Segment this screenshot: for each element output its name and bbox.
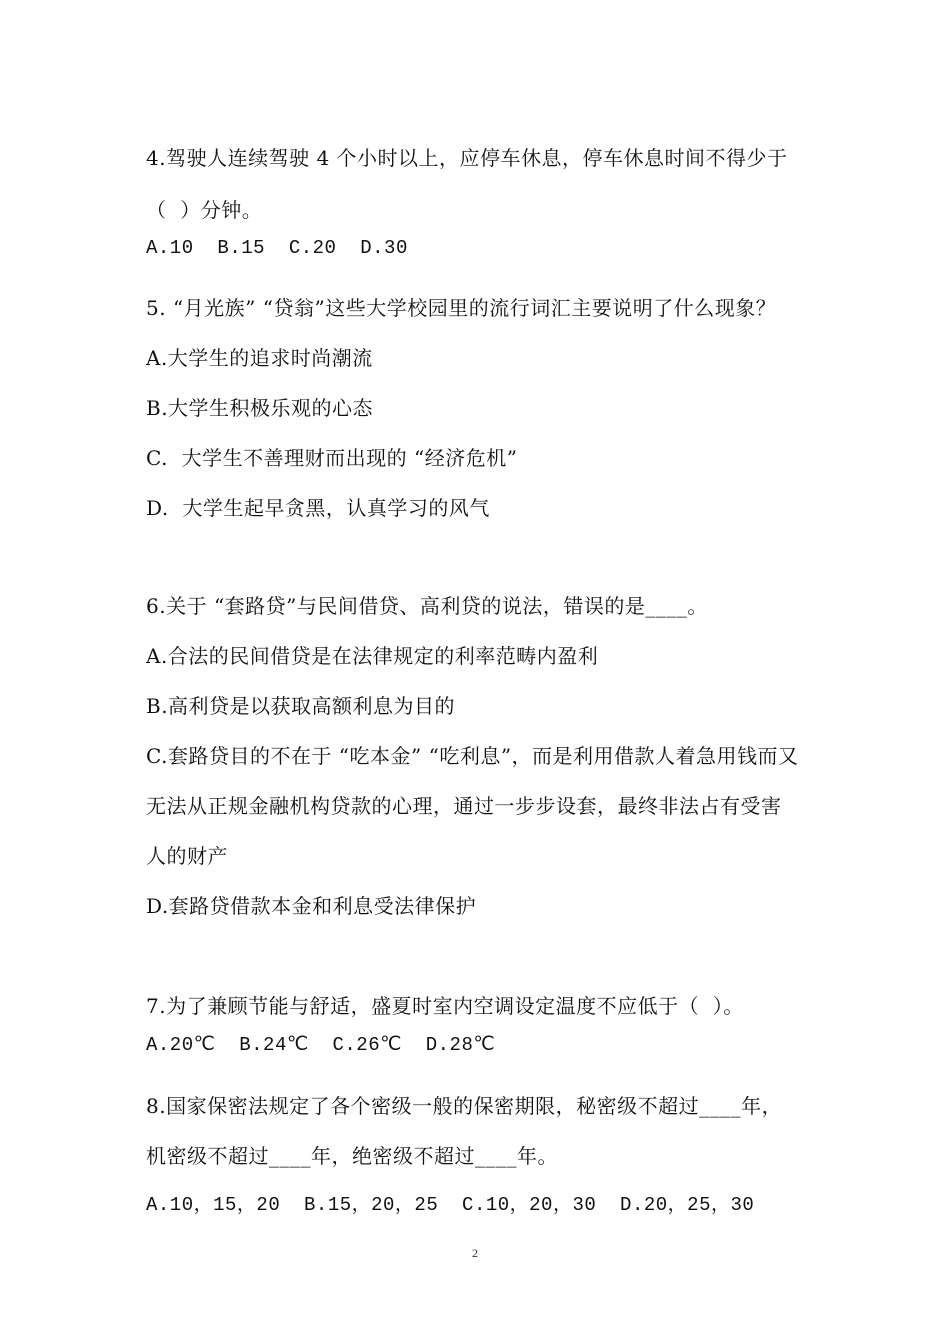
question-8-stem-line-1: 8.国家保密法规定了各个密级一般的保密期限，秘密级不超过____年，	[146, 1094, 783, 1118]
question-4-line-1: 4.驾驶人连续驾驶 4 个小时以上，应停车休息，停车休息时间不得少于	[146, 146, 788, 170]
question-7-options: A.20℃ B.24℃ C.26℃ D.28℃	[146, 1034, 496, 1056]
question-5-option-a: A.大学生的追求时尚潮流	[146, 346, 373, 370]
question-5-stem: 5. “月光族” “贷翁”这些大学校园里的流行词汇主要说明了什么现象？	[146, 296, 777, 320]
question-6-option-b: B.高利贷是以获取高额利息为目的	[146, 694, 456, 718]
question-5-option-c: C. 大学生不善理财而出现的 “经济危机”	[146, 446, 518, 470]
question-6-option-c-line-1: C.套路贷目的不在于 “吃本金” “吃利息”，而是利用借款人着急用钱而又	[146, 744, 799, 768]
question-6-option-c-line-3: 人的财产	[146, 844, 228, 868]
question-6-stem: 6.关于 “套路贷”与民间借贷、高利贷的说法，错误的是____。	[146, 594, 708, 618]
question-6-option-a: A.合法的民间借贷是在法律规定的利率范畴内盈利	[146, 644, 599, 668]
question-8-stem-line-2: 机密级不超过____年，绝密级不超过____年。	[146, 1144, 558, 1168]
question-6-option-c-line-2: 无法从正规金融机构贷款的心理，通过一步步设套，最终非法占有受害	[146, 794, 782, 818]
question-8-options: A.10，15，20 B.15，20，25 C.10，20，30 D.20，25，30	[146, 1194, 755, 1216]
question-4-line-2: （ ）分钟。	[146, 198, 263, 222]
question-5-option-d: D. 大学生起早贪黑，认真学习的风气	[146, 496, 490, 520]
question-6-option-d: D.套路贷借款本金和利息受法律保护	[146, 894, 477, 918]
question-5-option-b: B.大学生积极乐观的心态	[146, 396, 374, 420]
question-4-options: A.10 B.15 C.20 D.30	[146, 237, 408, 259]
question-7-stem: 7.为了兼顾节能与舒适，盛夏时室内空调设定温度不应低于（ ）。	[146, 994, 744, 1018]
page-number: 2	[472, 1246, 478, 1260]
